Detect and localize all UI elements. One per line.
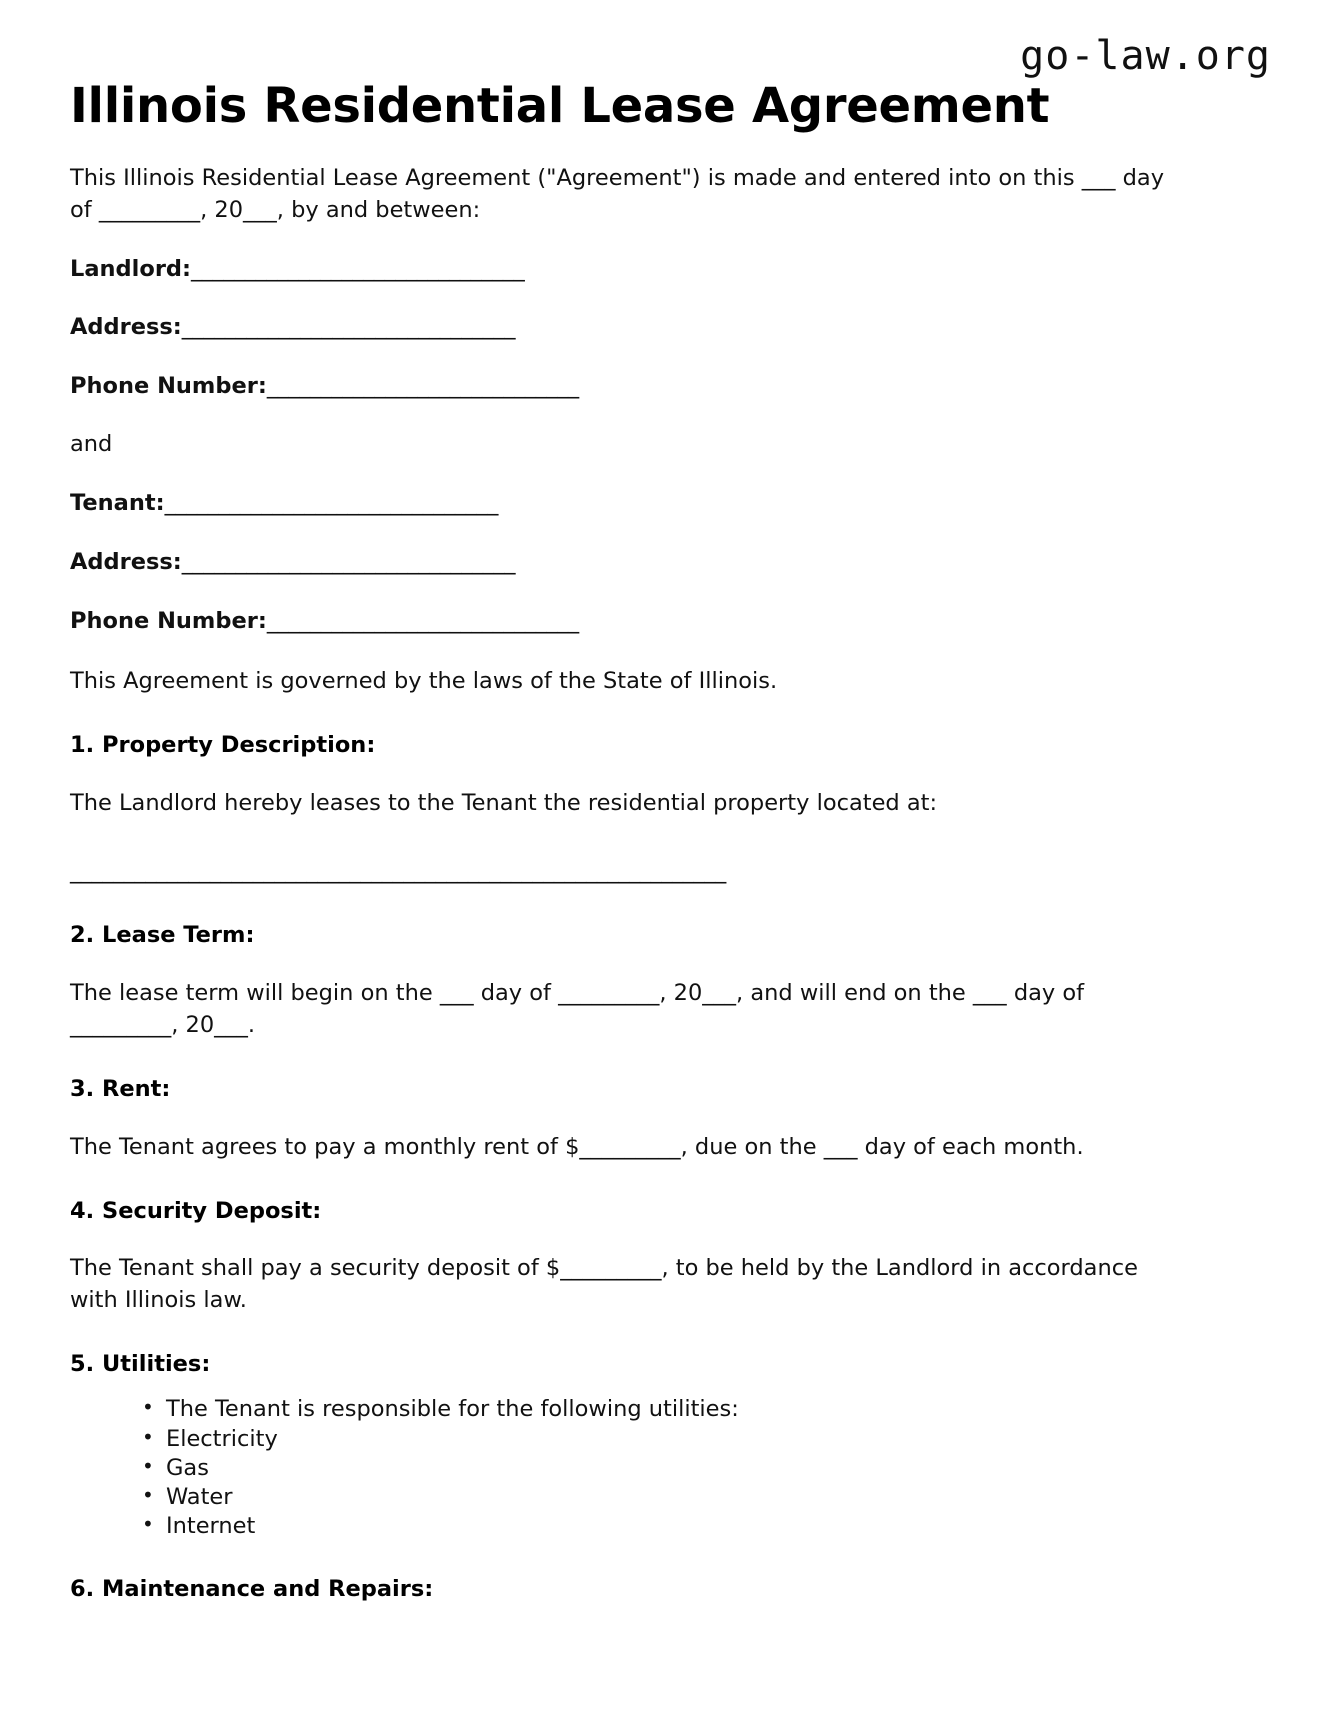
tenant-address-label: Address:: [70, 549, 182, 576]
section-body-property-description: The Landlord hereby leases to the Tenant the residential property located at:: [70, 789, 938, 816]
tenant-phone-label: Phone Number:: [70, 608, 267, 635]
tenant-phone-field: [70, 579, 1261, 638]
list-item: • Gas: [142, 1454, 1261, 1483]
tenant-name-field: [70, 461, 1261, 520]
page-title: Illinois Residential Lease Agreement: [70, 78, 1050, 134]
landlord-phone-field: [70, 344, 1261, 403]
landlord-address-label: Address:: [70, 314, 182, 341]
landlord-name-blank[interactable]: _______________________________: [191, 255, 525, 282]
property-address-blank[interactable]: _____________________________________________________________: [70, 857, 726, 884]
list-item: • The Tenant is responsible for the following utilities:: [142, 1395, 1261, 1424]
section-heading-maintenance-and-repairs: 6. Maintenance and Repairs:: [70, 1575, 434, 1602]
utilities-list: [70, 1381, 1261, 1541]
tenant-phone-blank[interactable]: _____________________________: [266, 608, 579, 635]
site-watermark: go-law.org: [1020, 33, 1271, 79]
list-item: • Internet: [142, 1512, 1261, 1541]
landlord-address-blank[interactable]: _______________________________: [181, 314, 516, 341]
landlord-phone-label: Phone Number:: [70, 373, 267, 400]
section-heading-property-description: 1. Property Description:: [70, 732, 376, 758]
governing-law-paragraph: This Agreement is governed by the laws of the State of Illinois.: [70, 668, 778, 695]
conjunction-and: and: [70, 431, 113, 458]
section-heading-utilities: 5. Utilities:: [70, 1351, 211, 1378]
list-item: • Electricity: [142, 1425, 1261, 1454]
section-body-rent: The Tenant agrees to pay a monthly rent of $_________, due on the ___ day of each month.: [70, 1133, 1084, 1160]
tenant-address-field: [70, 520, 1261, 579]
tenant-name-blank[interactable]: _______________________________: [164, 490, 498, 517]
section-heading-lease-term: 2. Lease Term:: [70, 921, 255, 948]
section-body-security-deposit: The Tenant shall pay a security deposit of $_________, to be held by the Landlord in accordance with Illinois law.: [70, 1255, 1138, 1314]
landlord-phone-blank[interactable]: _____________________________: [266, 373, 579, 400]
tenant-name-label: Tenant:: [70, 490, 165, 517]
section-body-lease-term: The lease term will begin on the ___ day of _________, 20___, and will end on the ___ day of _________, 20___.: [70, 979, 1085, 1038]
landlord-address-field: [70, 285, 1261, 344]
landlord-name-label: Landlord:: [70, 255, 192, 282]
section-heading-rent: 3. Rent:: [70, 1075, 171, 1102]
section-heading-security-deposit: 4. Security Deposit:: [70, 1197, 322, 1224]
intro-paragraph: This Illinois Residential Lease Agreement ("Agreement") is made and entered into on this ___ day of _________, 20___, by and between:: [70, 164, 1165, 223]
list-item: • Water: [142, 1483, 1261, 1512]
landlord-name-field: [70, 227, 1261, 286]
tenant-address-blank[interactable]: _______________________________: [181, 549, 516, 576]
